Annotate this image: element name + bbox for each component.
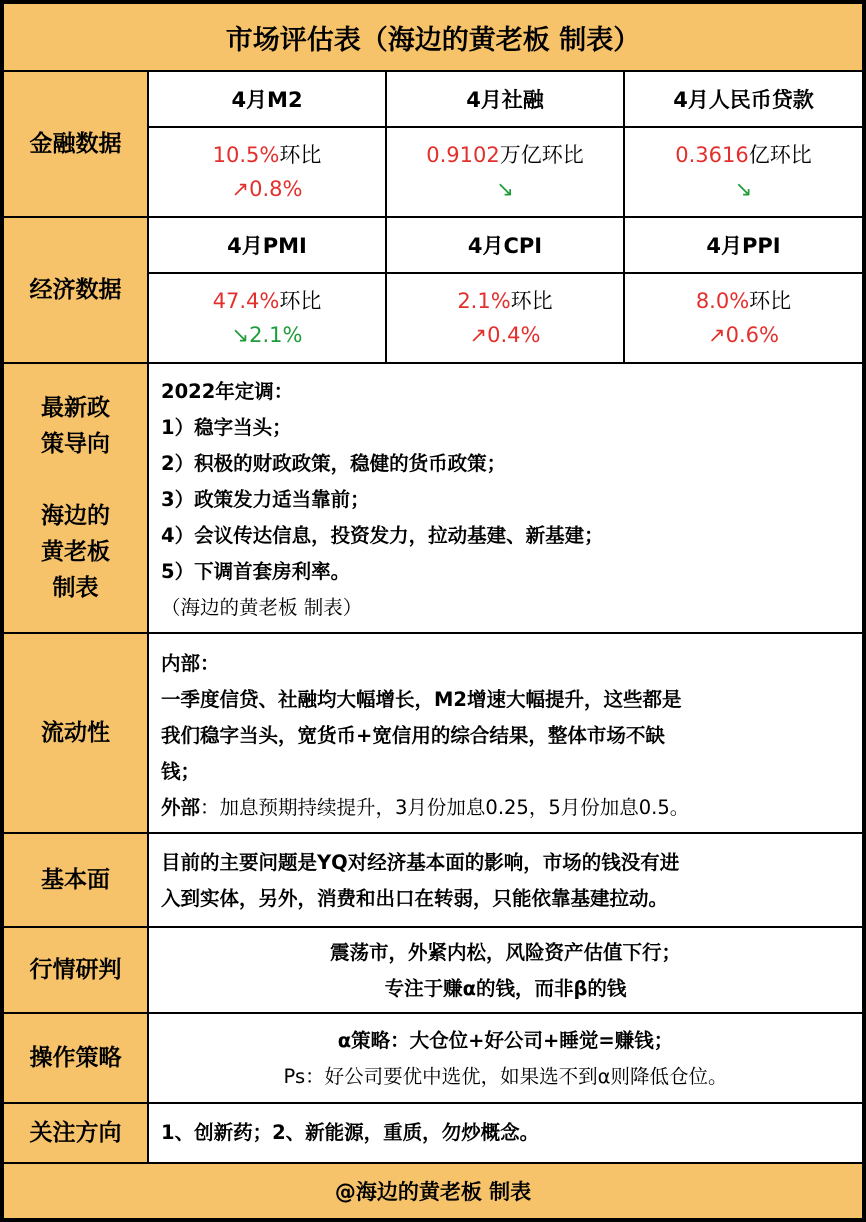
- policy-label-line: 最新政: [41, 395, 110, 421]
- strategy-label: 操作策略: [4, 1014, 149, 1102]
- value-suffix: 环比: [510, 289, 553, 313]
- focus-text: 1、创新药；2、新能源，重质，勿炒概念。: [161, 1121, 540, 1144]
- economy-label: 经济数据: [4, 218, 149, 362]
- policy-item: 5）下调首套房利率。: [161, 560, 351, 583]
- value-number: 47.4%: [212, 289, 280, 313]
- liquidity-internal-line: 我们稳字当头，宽货币+宽信用的综合结果，整体市场不缺: [161, 724, 665, 747]
- policy-label-line: 策导向: [41, 431, 110, 457]
- liquidity-internal-line: 钱；: [161, 760, 201, 783]
- market-line: 专注于赚α的钱，而非β的钱: [384, 977, 627, 1000]
- economy-header-ppi: 4月PPI: [625, 218, 862, 274]
- policy-content: [149, 364, 862, 632]
- market-line: 震荡市，外紧内松，风险资产估值下行；: [329, 941, 681, 964]
- fundamentals-row: [4, 834, 862, 928]
- economy-header-pmi: 4月PMI: [149, 218, 385, 274]
- value-suffix: 亿环比: [748, 143, 812, 167]
- value-suffix: 环比: [279, 143, 322, 167]
- value-suffix: 万亿环比: [499, 143, 584, 167]
- value-suffix: 环比: [749, 289, 792, 313]
- liquidity-label: 流动性: [4, 634, 149, 832]
- focus-row: [4, 1104, 862, 1164]
- liquidity-internal-line: 一季度信贷、社融均大幅增长，M2增速大幅提升，这些都是: [161, 688, 682, 711]
- liquidity-content: [149, 634, 862, 832]
- fundamentals-line: 目前的主要问题是YQ对经济基本面的影响，市场的钱没有进: [161, 851, 680, 874]
- economy-row: [4, 218, 862, 364]
- trend-up-icon: ↗0.4%: [469, 323, 541, 347]
- trend-down-icon: ↘: [496, 177, 514, 201]
- finance-header-loans: 4月人民币贷款: [625, 72, 862, 128]
- finance-value-tsf: [387, 128, 623, 216]
- market-label: 行情研判: [4, 928, 149, 1012]
- policy-item: 3）政策发力适当靠前；: [161, 488, 370, 511]
- policy-label: [4, 364, 149, 632]
- fundamentals-content: [149, 834, 862, 926]
- value-number: 0.3616: [675, 143, 749, 167]
- economy-grid: [149, 218, 862, 362]
- policy-label-line: 黄老板: [41, 539, 110, 565]
- trend-up-icon: ↗0.6%: [708, 323, 779, 347]
- finance-row: [4, 72, 862, 218]
- liquidity-internal-label: 内部：: [161, 652, 220, 675]
- value-suffix: 环比: [279, 289, 322, 313]
- policy-heading: 2022年定调：: [161, 380, 294, 403]
- policy-label-line: 海边的: [41, 503, 110, 529]
- finance-grid: [149, 72, 862, 216]
- policy-item: 1）稳字当头；: [161, 416, 292, 439]
- footer-credit: @海边的黄老板 制表: [4, 1164, 862, 1218]
- value-number: 8.0%: [695, 289, 750, 313]
- value-number: 10.5%: [212, 143, 280, 167]
- policy-label-line: 制表: [52, 575, 99, 601]
- economy-value-cpi: [387, 274, 623, 362]
- policy-note: （海边的黄老板 制表）: [161, 596, 363, 619]
- market-assessment-sheet: [4, 4, 862, 1218]
- finance-header-m2: 4月M2: [149, 72, 385, 128]
- strategy-line: α策略：大仓位+好公司+睡觉=赚钱；: [337, 1029, 674, 1052]
- strategy-row: [4, 1014, 862, 1104]
- page-title: 市场评估表（海边的黄老板 制表）: [4, 4, 862, 72]
- fundamentals-line: 入到实体，另外，消费和出口在转弱，只能依靠基建拉动。: [161, 887, 669, 910]
- strategy-content: [149, 1014, 862, 1102]
- liquidity-external-line: [161, 790, 850, 826]
- liquidity-external-text: ：加息预期持续提升，3月份加息0.25，5月份加息0.5。: [200, 796, 690, 819]
- market-content: [149, 928, 862, 1012]
- policy-item: 2）积极的财政政策，稳健的货币政策；: [161, 452, 507, 475]
- finance-value-loans: [625, 128, 862, 216]
- focus-label: 关注方向: [4, 1104, 149, 1162]
- trend-down-icon: ↘: [734, 177, 753, 201]
- value-number: 0.9102: [426, 143, 500, 167]
- economy-header-cpi: 4月CPI: [387, 218, 623, 274]
- liquidity-row: [4, 634, 862, 834]
- liquidity-external-label: 外部: [161, 796, 201, 819]
- policy-row: [4, 364, 862, 634]
- finance-header-tsf: 4月社融: [387, 72, 623, 128]
- strategy-ps-line: Ps：好公司要优中选优，如果选不到α则降低仓位。: [283, 1065, 728, 1088]
- policy-item: 4）会议传达信息，投资发力，拉动基建、新基建；: [161, 524, 604, 547]
- focus-content: [149, 1104, 862, 1162]
- finance-value-m2: [149, 128, 385, 216]
- market-row: [4, 928, 862, 1014]
- value-number: 2.1%: [457, 289, 511, 313]
- trend-down-icon: ↘2.1%: [231, 323, 303, 347]
- economy-value-ppi: [625, 274, 862, 362]
- finance-label: 金融数据: [4, 72, 149, 216]
- trend-up-icon: ↗0.8%: [231, 177, 303, 201]
- fundamentals-label: 基本面: [4, 834, 149, 926]
- economy-value-pmi: [149, 274, 385, 362]
